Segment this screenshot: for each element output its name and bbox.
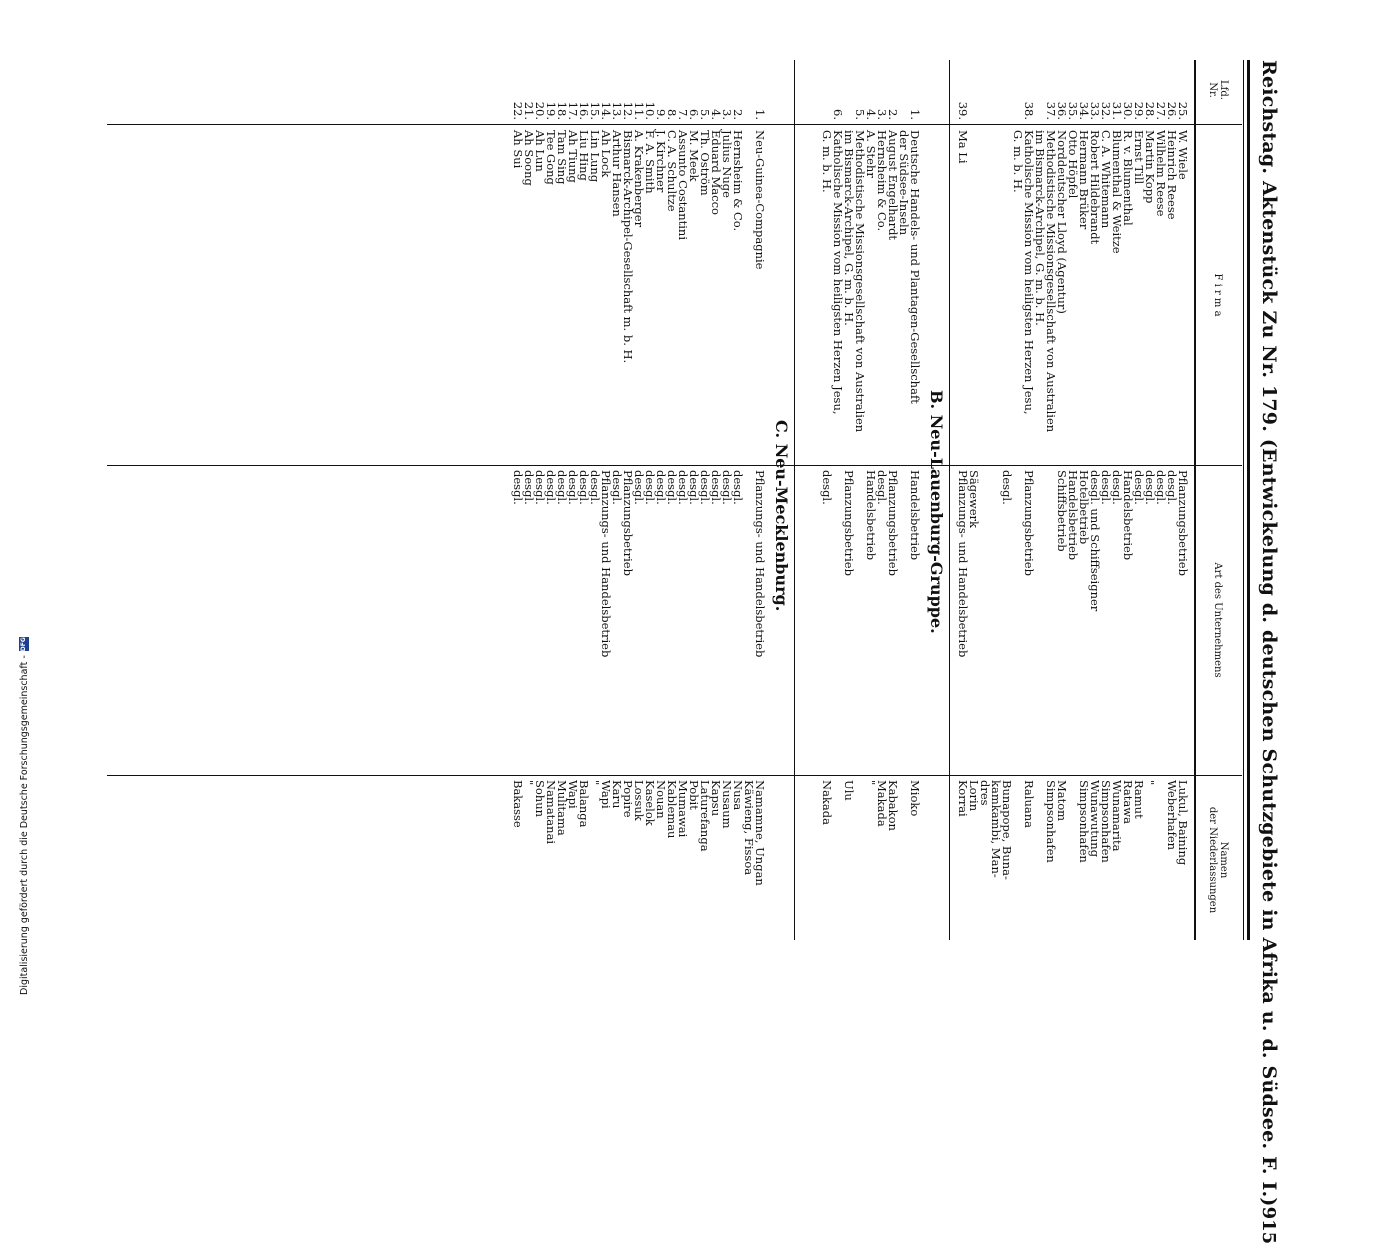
art-cell: Pflanzungs- und Handelsbetrieb — [599, 470, 613, 658]
art-cell: Handelsbetrieb — [864, 470, 878, 561]
art-cell: desgl. — [709, 470, 723, 505]
namen-cell: kamkambi, Man- — [989, 780, 1003, 878]
table-row — [821, 60, 832, 940]
row-number: 39. — [956, 101, 970, 120]
art-cell: desgl. — [566, 470, 580, 505]
firma-cell: M. Meek — [687, 130, 701, 182]
row-number: 2. — [886, 109, 900, 120]
header-rule-thick — [1247, 60, 1250, 940]
firma-cell: Ah Sui — [511, 130, 525, 169]
firma-cell: Tee Gong — [544, 130, 558, 185]
row-number: 4. — [864, 109, 878, 120]
page-title: Reichstag. Aktenstück Zu Nr. 179. (Entwickelung d. deutschen Schutzgebiete in Afrika u. d. Südsee. F. I.) — [1258, 60, 1280, 1207]
art-cell: desgl. — [820, 470, 834, 505]
table-section-a — [957, 60, 1188, 940]
namen-cell: Simpsonhafen — [1044, 780, 1058, 863]
namen-cell: Simpsonhafen — [1077, 780, 1091, 863]
row-number: 6. — [831, 109, 845, 120]
art-cell: Pflanzungsbetrieb — [1022, 470, 1036, 576]
namen-cell: Nusa — [731, 780, 745, 811]
row-number: 15. — [588, 101, 602, 120]
firma-cell: Robert Hildebrandt — [1088, 130, 1102, 245]
firma-cell: im Bismarck-Archipel, G. m. b. H. — [842, 130, 856, 326]
firma-cell: Methodistische Missionsgesellschaft von Australien — [1044, 130, 1058, 433]
table-row — [957, 60, 968, 940]
art-cell: desgl. — [687, 470, 701, 505]
firma-cell: Lin Lung — [588, 130, 602, 183]
art-cell: Hotelbetrieb — [1077, 470, 1091, 545]
firma-cell: Tam Sing — [555, 130, 569, 185]
row-number: 3. — [875, 109, 889, 120]
art-cell: desgl. — [533, 470, 547, 505]
column-header-namen: Namen der Niederlassungen — [1207, 806, 1229, 914]
firma-cell: Wilhelm Reese — [1154, 130, 1168, 217]
art-cell: desgl. — [522, 470, 536, 505]
firma-cell: F. A. Smith — [643, 130, 657, 194]
art-cell: desgl. — [632, 470, 646, 505]
namen-cell: " — [864, 780, 878, 786]
row-number: 2. — [731, 109, 745, 120]
art-cell: desgl. — [588, 470, 602, 505]
firma-cell: Arthur Hansen — [610, 130, 624, 217]
firma-cell: Blumenthal & Weitze — [1110, 130, 1124, 254]
firma-cell: A. Stehr — [864, 130, 878, 178]
row-number: 16. — [577, 101, 591, 120]
art-cell: desgl. — [1165, 470, 1179, 505]
table-section-b — [821, 60, 920, 940]
namen-cell: Ramut — [1132, 780, 1146, 819]
art-cell: desgl. — [544, 470, 558, 505]
firma-cell: Martin Kopp — [1143, 130, 1157, 204]
firma-cell: August Engelhardt — [886, 130, 900, 241]
art-cell: desgl. — [1143, 470, 1157, 505]
row-number: 1. — [908, 109, 922, 120]
namen-cell: " — [1143, 780, 1157, 786]
art-cell: desgl. — [555, 470, 569, 505]
firma-cell: Heinrich Reese — [1165, 130, 1179, 220]
firma-cell: Ah Soong — [522, 130, 536, 186]
namen-cell: " — [522, 780, 536, 786]
namen-cell: Bunapope, Buna- — [1000, 780, 1014, 880]
namen-cell: Ratawa — [1121, 780, 1135, 824]
row-number: 12. — [621, 101, 635, 120]
namen-cell: Bakasse — [511, 780, 525, 828]
namen-cell: Kabakon — [886, 780, 900, 831]
firma-cell: Katholische Mission vom heiligsten Herzen Jesu, — [831, 130, 845, 415]
row-number: 33. — [1088, 101, 1102, 120]
namen-cell: Kablemau — [665, 780, 679, 839]
firma-cell: Assunto Costantini — [676, 130, 690, 241]
firma-cell: G. m. b. H. — [820, 130, 834, 193]
firma-cell: A. Krakenberger — [632, 130, 646, 228]
row-number: 14. — [599, 101, 613, 120]
row-number: 35. — [1066, 101, 1080, 120]
art-cell: desgl. — [654, 470, 668, 505]
namen-cell: Simpsonhafen — [1099, 780, 1113, 863]
row-number: 32. — [1099, 101, 1113, 120]
namen-cell: " — [588, 780, 602, 786]
firma-cell: Ah Lock — [599, 130, 613, 178]
namen-cell: Karu — [610, 780, 624, 809]
row-number: 10. — [643, 101, 657, 120]
table-row — [512, 60, 523, 940]
namen-cell: Laturefanga — [698, 780, 712, 852]
art-cell: desgl. — [1154, 470, 1168, 505]
firma-cell: Norddeutscher Lloyd (Agentur) — [1055, 130, 1069, 314]
firma-cell: J. Kirchner — [654, 130, 668, 193]
firma-cell: Th. Oström — [698, 130, 712, 196]
art-cell: Pflanzungsbetrieb — [1176, 470, 1190, 576]
namen-cell: Mumawai — [676, 780, 690, 838]
row-number: 19. — [544, 101, 558, 120]
art-cell: Pflanzungsbetrieb — [842, 470, 856, 576]
namen-cell: Mioko — [908, 780, 922, 817]
firma-cell: Katholische Mission vom heiligsten Herzen Jesu, — [1022, 130, 1036, 415]
namen-cell: Popire — [621, 780, 635, 818]
namen-cell: Kaselok — [643, 780, 657, 826]
section-title-c: C. Neu-Mecklenburg. — [772, 420, 791, 612]
firma-cell: Ah Lun — [533, 130, 547, 172]
art-cell: Pflanzungs- und Handelsbetrieb — [753, 470, 767, 658]
namen-cell: Matom — [1055, 780, 1069, 822]
namen-cell: Namamne, Ungan — [753, 780, 767, 886]
row-number: 21. — [522, 101, 536, 120]
art-cell: desgl. — [1099, 470, 1113, 505]
row-number: 7. — [676, 109, 690, 120]
section-title-b: B. Neu-Lauenburg-Gruppe. — [927, 390, 946, 634]
row-number: 1. — [753, 109, 767, 120]
row-number: 18. — [555, 101, 569, 120]
row-number: 25. — [1176, 101, 1190, 120]
namen-cell: Balanga — [577, 780, 591, 828]
art-cell: desgl. — [610, 470, 624, 505]
firma-cell: Julius Nuge — [720, 130, 734, 198]
row-number: 3. — [720, 109, 734, 120]
firma-cell: C. A. Schultze — [665, 130, 679, 212]
namen-cell: Weberhafen — [1165, 780, 1179, 851]
row-number: 13. — [610, 101, 624, 120]
namen-cell: Käwieng, Fissoa — [742, 780, 756, 876]
art-cell: desgl. — [1000, 470, 1014, 505]
art-cell: desgl. — [676, 470, 690, 505]
namen-cell: dres — [978, 780, 992, 806]
art-cell: desgl. — [1110, 470, 1124, 505]
firma-cell: Ma Li — [956, 130, 970, 164]
art-cell: Handelsbetrieb — [1121, 470, 1135, 561]
art-cell: Handelsbetrieb — [908, 470, 922, 561]
art-cell: desgl. — [643, 470, 657, 505]
digitization-note — [18, 575, 30, 995]
namen-cell: Nusaum — [720, 780, 734, 829]
page-number: 915 — [1258, 1206, 1279, 1244]
namen-cell: Lorin — [967, 780, 981, 812]
firma-cell: Eduard Macco — [709, 130, 723, 215]
column-header-art: Art des Unternehmens — [1212, 562, 1224, 678]
section-separator-b — [949, 60, 950, 940]
firma-cell: der Südsee-Inseln — [897, 130, 911, 236]
header-rule-thin — [1243, 60, 1244, 940]
column-header-firma: F i r m a — [1212, 273, 1224, 317]
art-cell: desgl. — [511, 470, 525, 505]
namen-cell: Raluana — [1022, 780, 1036, 828]
firma-cell: G. m. b. H. — [1011, 130, 1025, 193]
row-number: 5. — [853, 109, 867, 120]
row-number: 31. — [1110, 101, 1124, 120]
rotated-document-page — [50, 60, 1280, 1244]
digitization-note-text: Digitalisierung gefördert durch die Deutsche Forschungsgemeinschaft - — [18, 655, 30, 995]
namen-cell: Makada — [875, 780, 889, 827]
firma-cell: Hernsheim & Co. — [731, 130, 745, 232]
namen-cell: Ulu — [842, 780, 856, 801]
page-header — [1256, 60, 1280, 1244]
firma-cell: Hermann Brüker — [1077, 130, 1091, 230]
dfg-logo: DFG — [20, 637, 27, 652]
namen-cell: Wapi — [566, 780, 580, 809]
firma-cell: Ernst Till — [1132, 130, 1146, 185]
art-cell: desgl. und Schiffseigner — [1088, 470, 1102, 612]
art-cell: Pflanzungs- und Handelsbetrieb — [956, 470, 970, 658]
namen-cell: Lukul, Baining — [1176, 780, 1190, 866]
column-header-rule — [1195, 60, 1197, 940]
row-number: 6. — [687, 109, 701, 120]
row-number: 22. — [511, 101, 525, 120]
art-cell: desgl. — [875, 470, 889, 505]
row-number: 17. — [566, 101, 580, 120]
art-cell: Schiffsbetrieb — [1055, 470, 1069, 552]
art-cell: desgl. — [698, 470, 712, 505]
firma-cell: Methodistische Missionsgesellschaft von Australien — [853, 130, 867, 433]
firma-cell: C. A. Whitemann — [1099, 130, 1113, 229]
row-number: 26. — [1165, 101, 1179, 120]
art-cell: Handelsbetrieb — [1066, 470, 1080, 561]
column-header-nr: Lfd. Nr. — [1207, 80, 1229, 100]
row-number: 11. — [632, 101, 646, 120]
namen-cell: Wunawutung — [1088, 780, 1102, 858]
section-separator-c — [794, 60, 795, 940]
row-number: 38. — [1022, 101, 1036, 120]
art-cell: Pflanzungsbetrieb — [621, 470, 635, 576]
namen-cell: Sohun — [533, 780, 547, 818]
art-cell: desgl. — [720, 470, 734, 505]
firma-cell: Otto Höpfel — [1066, 130, 1080, 199]
firma-cell: Ah Tiung — [566, 130, 580, 183]
row-number: 36. — [1055, 101, 1069, 120]
row-number: 34. — [1077, 101, 1091, 120]
art-cell: desgl. — [1132, 470, 1146, 505]
namen-cell: Namatanai — [544, 780, 558, 845]
firma-cell: Bismarck-Archipel-Gesellschaft m. b. H. — [621, 130, 635, 364]
firma-cell: Deutsche Handels- und Plantagen-Gesellschaft — [908, 130, 922, 404]
namen-cell: Wunamarita — [1110, 780, 1124, 852]
row-number: 27. — [1154, 101, 1168, 120]
art-cell: desgl. — [665, 470, 679, 505]
art-cell: Sägewerk — [967, 470, 981, 529]
firma-cell: Neu-Guinea-Compagnie — [753, 130, 767, 270]
firma-cell: Liu Hing — [577, 130, 591, 181]
row-number: 4. — [709, 109, 723, 120]
namen-cell: Kapsu — [709, 780, 723, 817]
table-row — [990, 60, 1001, 940]
namen-cell: Lossuk — [632, 780, 646, 821]
row-number: 37. — [1044, 101, 1058, 120]
art-cell: Pflanzungsbetrieb — [886, 470, 900, 576]
namen-cell: Wapi — [599, 780, 613, 809]
row-number: 28. — [1143, 101, 1157, 120]
table-section-c — [512, 60, 765, 940]
namen-cell: Korrai — [956, 780, 970, 817]
row-number: 8. — [665, 109, 679, 120]
row-number: 20. — [533, 101, 547, 120]
firma-cell: R. v. Blumenthal — [1121, 130, 1135, 226]
namen-cell: Pobit — [687, 780, 701, 810]
firma-cell: W. Wiele — [1176, 130, 1190, 180]
firma-cell: im Bismarck-Archipel, G. m. b. H. — [1033, 130, 1047, 326]
row-number: 30. — [1121, 101, 1135, 120]
namen-cell: Mulitama — [555, 780, 569, 836]
namen-cell: Nakada — [820, 780, 834, 825]
art-cell: desgl. — [577, 470, 591, 505]
firma-cell: Hernsheim & Co. — [875, 130, 889, 232]
row-number: 5. — [698, 109, 712, 120]
row-number: 9. — [654, 109, 668, 120]
row-number: 29. — [1132, 101, 1146, 120]
namen-cell: Nouan — [654, 780, 668, 819]
art-cell: desgl. — [731, 470, 745, 505]
